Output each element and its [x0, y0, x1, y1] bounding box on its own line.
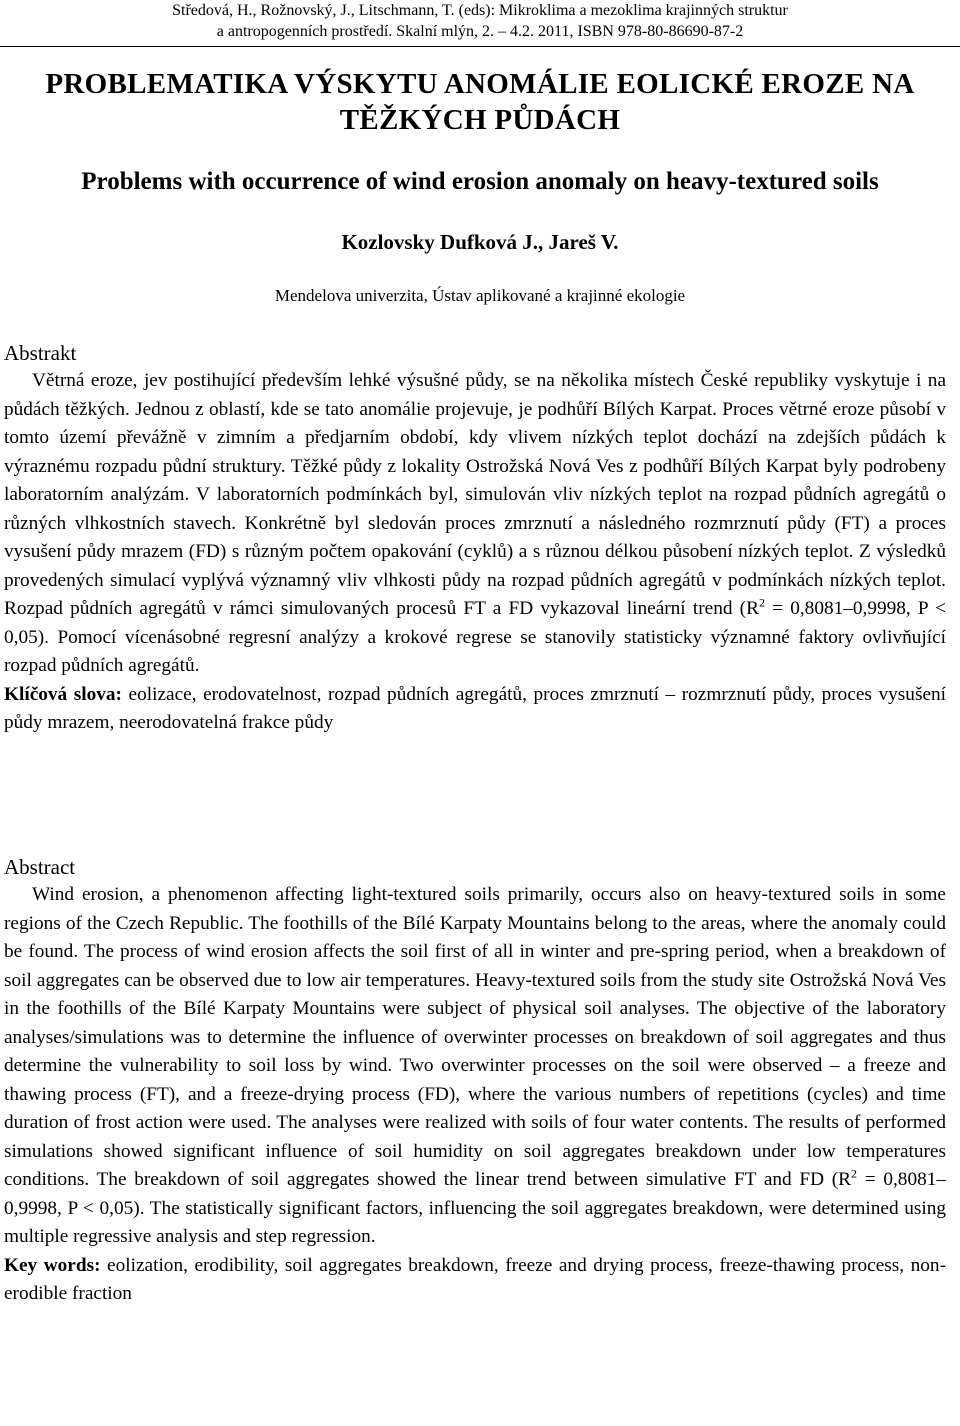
header-line-2: a antropogenních prostředí. Skalní mlýn, 2. – 4.2. 2011, ISBN 978-80-86690-87-2	[216, 23, 744, 40]
title-line-2: TĚŽKÝCH PŮDÁCH	[339, 104, 621, 136]
abstract-text-2: = 0,8081–0,9998, P < 0,05). The statistically significant factors, influencing the soil aggregates breakdown, were determined using multiple regressive analysis and step regression.	[4, 1169, 947, 1247]
abstrakt-superscript: 2	[758, 595, 765, 610]
abstrakt-text-1: Větrná eroze, jev postihující především lehké výsušné půdy, se na několika místech České republiky vyskytuje i na půdách těžkých. Jednou z oblastí, kde se tato anomálie projevuje, je podhůří Bílých Karpat. Proces větrné eroze působí v tomto území převážně v zimním a předjarním období, kdy vlivem nízkých teplot dochází na zdejších půdách k výraznému rozpadu půdní struktury. Těžké půdy z lokality Ostrožská Nová Ves z podhůří Bílých Karpat byly podrobeny laboratorním analýzám. V laboratorních podmínkách byl, simulován vliv nízkých teplot na rozpad půdních agregátů o různých vlhkostních stavech. Konkrétně byl sledován proces zmrznutí a následného rozmrznutí půdy (FT) a proces vysušení půdy mrazem (FD) s různým počtem opakování (cyklů) a s různou délkou působení nízkých teplot. Z výsledků provedených simulací vyplývá významný vliv vlhkosti půdy na rozpad půdních agregátů v podmínkách nízkých teplot. Rozpad půdních agregátů v rámci simulovaných procesů FT a FD vykazoval lineární trend (R	[4, 370, 946, 619]
authors: Kozlovsky Dufková J., Jareš V.	[341, 230, 619, 254]
running-header	[0, 0, 960, 44]
abstrakt-body	[4, 367, 946, 738]
title-line-1: PROBLEMATIKA VÝSKYTU ANOMÁLIE EOLICKÉ EROZE NA	[45, 68, 915, 100]
abstract-superscript: 2	[851, 1166, 858, 1181]
abstract-text-1: Wind erosion, a phenomenon affecting light-textured soils primarily, occurs also on heavy-textured soils in some regions of the Czech Republic. The foothills of the Bílé Karpaty Mountains belong to the areas, where the anomaly could be found. The process of wind erosion affects the soil first of all in winter and pre-spring period, when a breakdown of soil aggregates can be observed due to low air temperatures. Heavy-textured soils from the study site Ostrožská Nová Ves in the foothills of the Bílé Karpaty Mountains were subject of physical soil analyses. The objective of the laboratory analyses/simulations was to determine the influence of overwinter processes on breakdown of soil aggregates and thus determine the vulnerability to soil loss by wind. Two overwinter processes on the soil were observed – a freeze and thawing process (FT), and a freeze-drying process (FD), where the various numbers of repetitions (cycles) and time duration of frost action were used. The analyses were realized with soils of four water contents. The results of performed simulations showed significant influence of soil humidity on soil aggregates breakdown under low temperatures conditions. The breakdown of soil aggregates showed the linear trend between simulative FT and FD (R	[4, 884, 946, 1190]
english-title: Problems with occurrence of wind erosion anomaly on heavy-textured soils	[81, 168, 879, 195]
klicova-slova: eolizace, erodovatelnost, rozpad půdních agregátů, proces zmrznutí – rozmrznutí půdy, proces vysušení půdy mrazem, neerodovatelná frakce půdy	[4, 683, 947, 733]
klicova-slova-label: Klíčová slova:	[4, 683, 122, 705]
header-line-1: Středová, H., Rožnovský, J., Litschmann, T. (eds): Mikroklima a mezoklima krajinných struktur	[172, 2, 788, 19]
key-words: eolization, erodibility, soil aggregates breakdown, freeze and drying process, freeze-thawing process, non-erodible fraction	[4, 1254, 946, 1304]
abstract-heading: Abstract	[4, 855, 76, 879]
header-rule	[0, 46, 960, 47]
abstract-body	[4, 881, 946, 1309]
abstrakt-text-2: = 0,8081–0,9998, P < 0,05). Pomocí vícenásobné regresní analýzy a krokové regrese se stanovily statisticky významné faktory ovlivňující rozpad půdních agregátů.	[4, 598, 946, 676]
abstrakt-heading: Abstrakt	[4, 341, 77, 365]
affiliation: Mendelova univerzita, Ústav aplikované a krajinné ekologie	[274, 286, 686, 305]
page-title	[0, 66, 960, 138]
key-words-label: Key words:	[4, 1254, 101, 1276]
